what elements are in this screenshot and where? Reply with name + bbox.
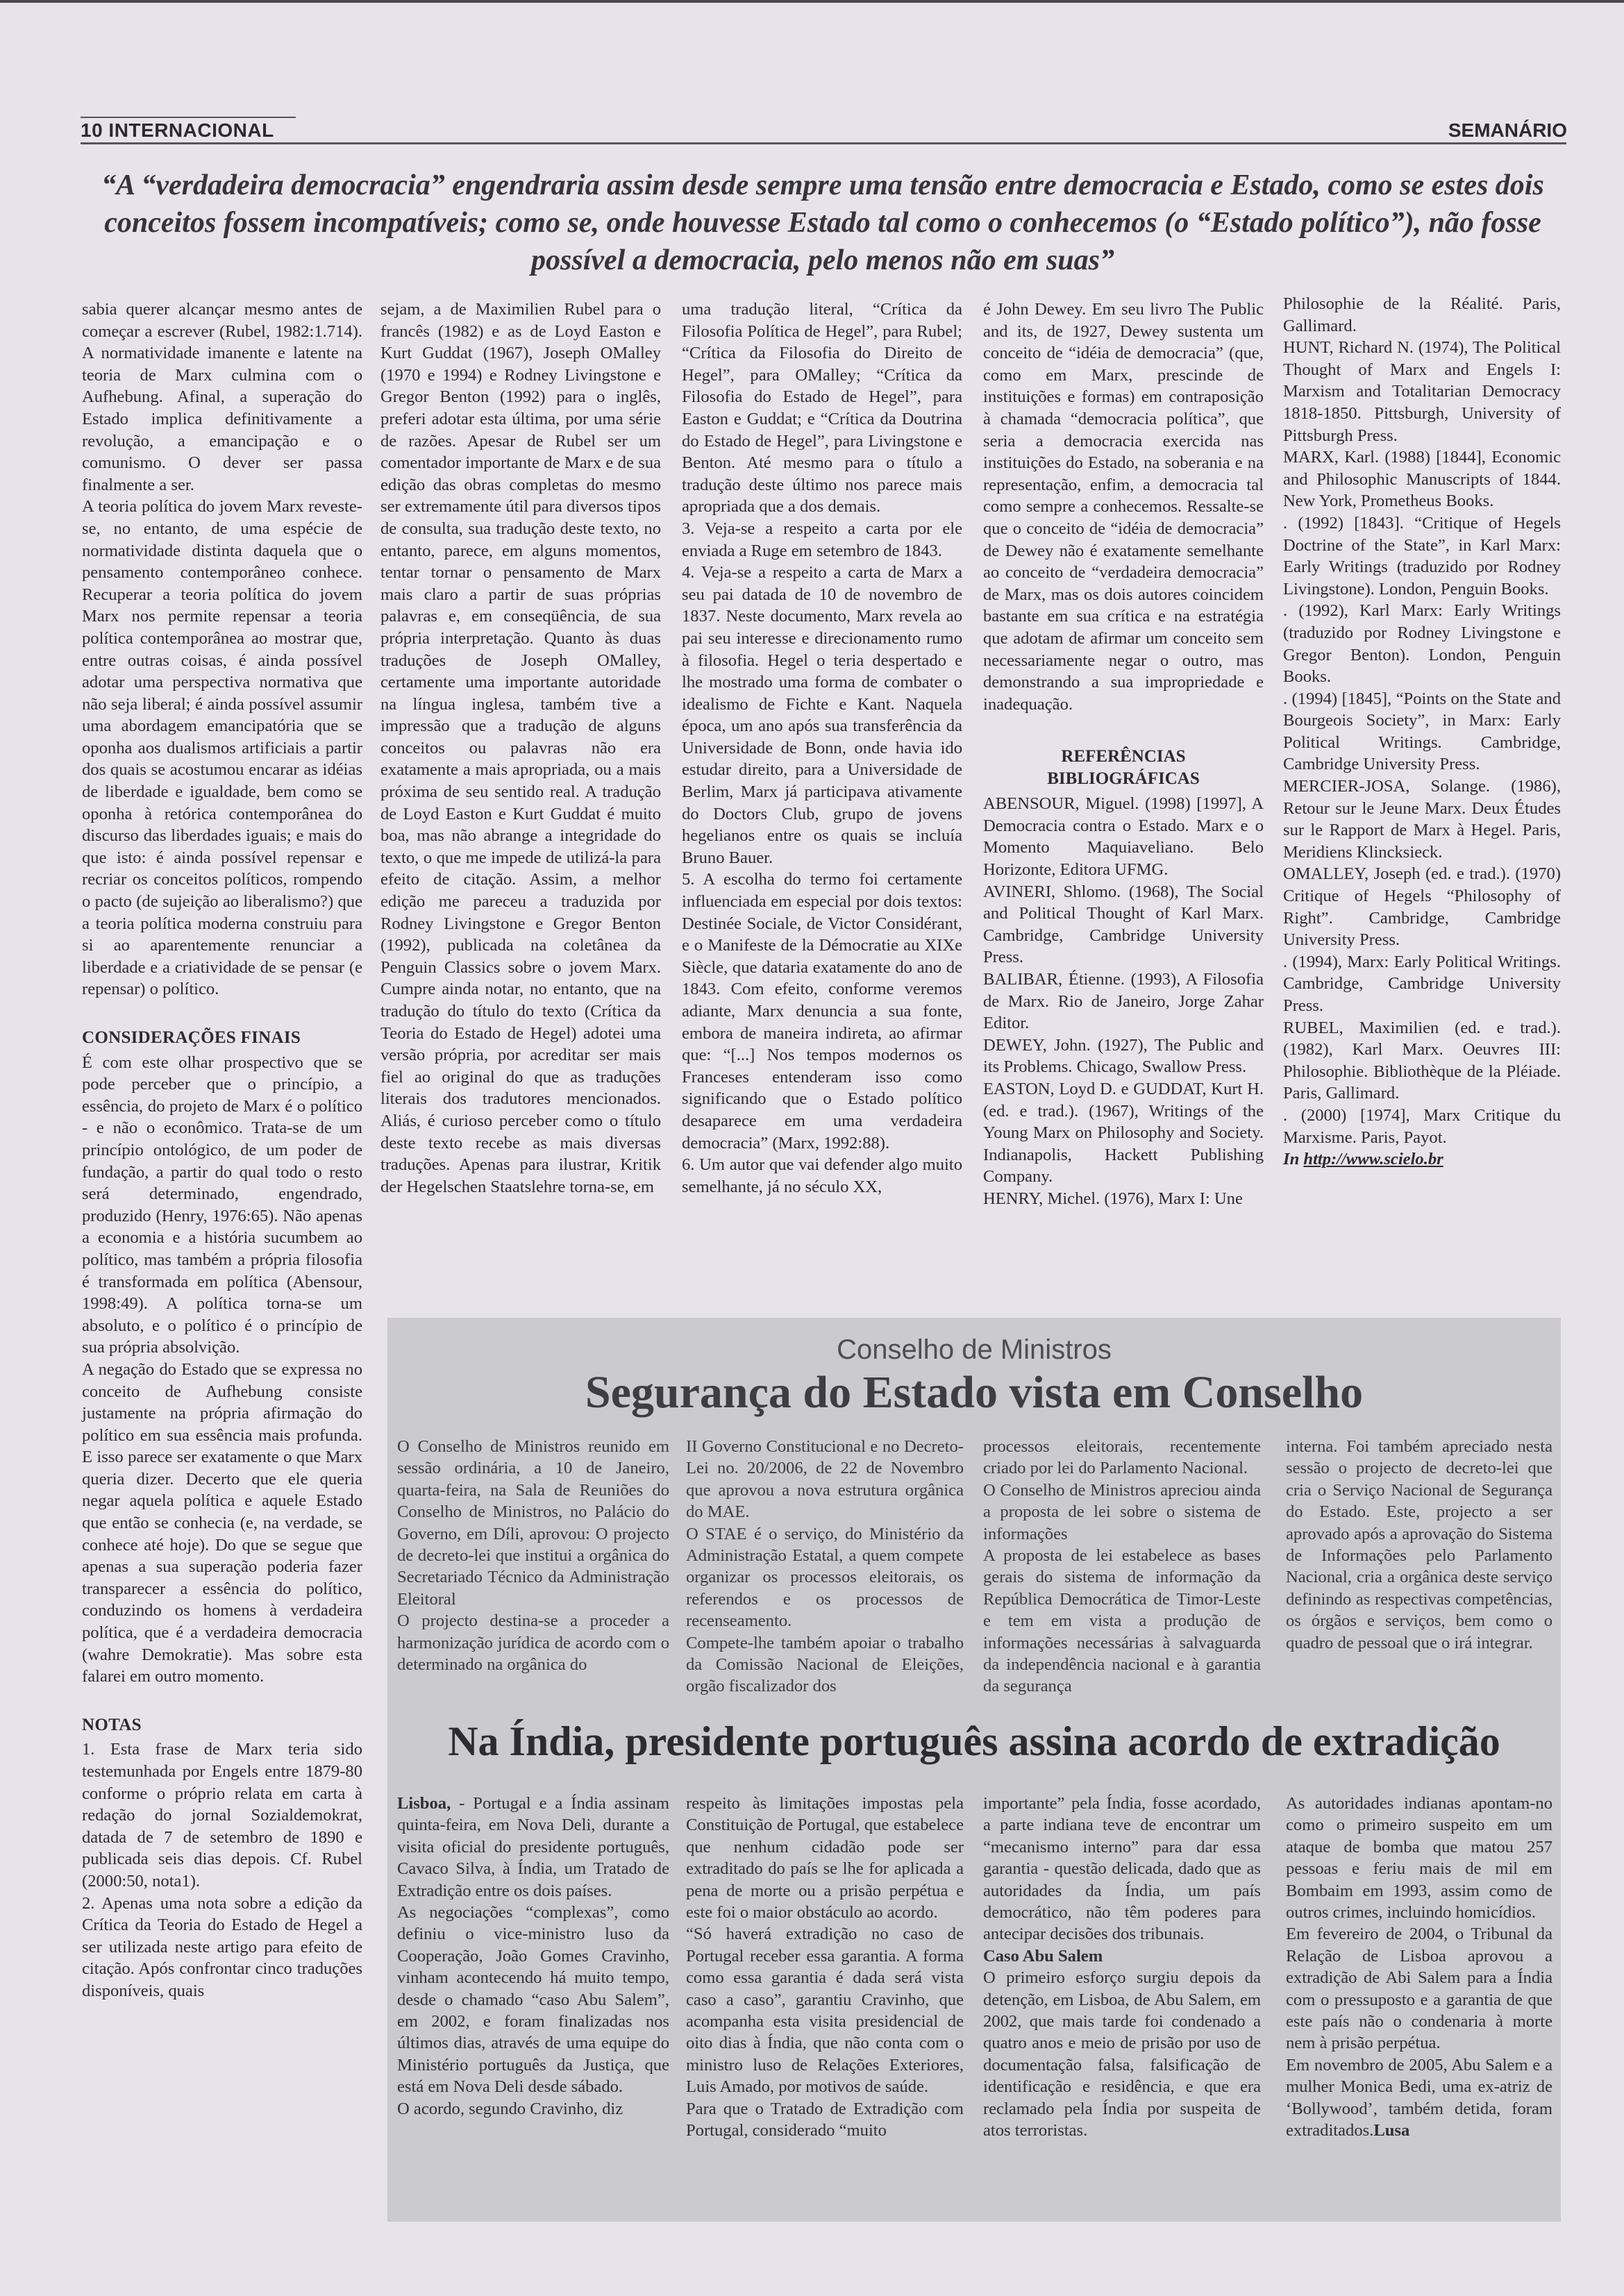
- reference-item: MERCIER-JOSA, Solange. (1986), Retour sur le Jeune Marx. Deux Études sur le Rapport de Marx à Hegel. Paris, Meridiens Klincksieck.: [1283, 777, 1561, 862]
- paragraph: [397, 1793, 669, 1902]
- paragraph: O Conselho de Ministros reunido em sessão ordinária, a 10 de Janeiro, quarta-feira, na Sala de Reuniões do Conselho de Ministros, no Palácio do Governo, em Díli, aprovou: O projecto de decreto-lei que institui a orgânica do Secretariado Técnico da Administração Eleitoral: [397, 1437, 669, 1609]
- source-link[interactable]: http://www.scielo.br: [1303, 1150, 1443, 1169]
- paragraph: respeito às limitações impostas pela Constituição de Portugal, que estabelece que nenhum cidadão pode ser extraditado do país se lhe for aplicada a pena de morte ou a prisão perpétua e este foi o maior obstáculo ao acordo.: [686, 1794, 964, 1922]
- reference-item: HENRY, Michel. (1976), Marx I: Une: [983, 1189, 1243, 1208]
- article-headline: Segurança do Estado vista em Conselho: [585, 1367, 1364, 1418]
- column-3: [682, 299, 962, 1198]
- paragraph: É com este olhar prospectivo que se pode perceber que o princípio, a essência, do projeto de Marx é o político - e não o econômico. Trata-se de um princípio ontológico, de um poder de fundação, a partir do qual todo o resto será determinado, engendrado, produzido (Henry, 1976:65). Não apenas a economia e a história sucumbem ao político, mas também a própria filosofia é transformada em política (Abensour, 1998:49). A política torna-se um absoluto, e o político é o princípio de sua própria absolvição.: [82, 1053, 362, 1357]
- note: 5. A escolha do termo foi certamente influenciada em especial por dois textos: Destinée Sociale, de Victor Considérant, e o Manifeste de la Démocratie au XIXe Siècle, que dataria exatamente do ano de 1843. Com efeito, conforme veremos adiante, Marx denuncia a sua fonte, embora de maneira indireta, ao afirmar que: “[...] Nos tempos modernos os Franceses entenderam isso como significando que o Estado político desaparece em uma verdadeira democracia” (Marx, 1992:88).: [682, 870, 962, 1153]
- article2-col-1: [397, 1793, 669, 2120]
- paragraph: sejam, a de Maximilien Rubel para o francês (1982) e as de Loyd Easton e Kurt Guddat (1967), Joseph OMalley (1970 e 1994) e Rodney Livingstone e Gregor Benton (1992) para o inglês, preferi adotar esta última, por uma série de razões. Apesar de Rubel ser um comentador importante de Marx e de sua edição das obras completas do mesmo ser extremamente útil para diversos tipos de consulta, sua tradução deste texto, no entanto, parece, em alguns momentos, tentar tornar o pensamento de Marx mais claro a partir de suas próprias palavras e, em conseqüência, de sua própria interpretação. Quanto às duas traduções de Joseph OMalley, certamente uma importante autoridade na língua inglesa, também tive a impressão que a tradução de alguns conceitos ou palavras não era exatamente a mais apropriada, ou a mais próxima de seu sentido real. A tradução de Loyd Easton e Kurt Guddat é muito boa, mas não abrange a integridade do texto, o que me impede de utilizá-la para efeito de citação. Assim, a melhor edição me pareceu a traduzida por Rodney Livingstone e Gregor Benton (1992), publicada na coletânea da Penguin Classics sobre o jovem Marx. Cumpre ainda notar, no entanto, que na tradução do título do texto (Crítica da Teoria do Estado de Hegel) adotei uma versão própria, por acreditar ser mais fiel ao original do que as traduções literais dos tradutores mencionados. Aliás, é curioso perceber como o título deste texto recebe as mais diversas traduções. Apenas para ilustrar, Kritik der Hegelschen Staatslehre torna-se, em: [380, 300, 661, 1196]
- article1-col-3: [983, 1436, 1261, 1698]
- reference-item: OMALLEY, Joseph (ed. e trad.). (1970) Critique of Hegels “Philosophy of Right”. Cambridge, Cambridge University Press.: [1283, 864, 1561, 950]
- reference-item: AVINERI, Shlomo. (1968), The Social and Political Thought of Karl Marx. Cambridge, Cambridge University Press.: [983, 882, 1264, 967]
- reference-item: HUNT, Richard N. (1974), The Political Thought of Marx and Engels I: Marxism and Totalitarian Democracy 1818-1850. Pittsburgh, University of Pittsburgh Press.: [1283, 338, 1561, 445]
- note: 6. Um autor que vai defender algo muito semelhante, já no século XX,: [682, 1155, 962, 1196]
- paragraph: interna. Foi também apreciado nesta sessão o projecto de decreto-lei que cria o Serviço Nacional de Segurança do Estado. Este, projecto a ser aprovado após a aprovação do Sistema de Informações pelo Parlamento Nacional, cria a orgânica deste serviço definindo as respectivas competências, os órgãos e serviços, bem como o quadro de pessoal que o irá integrar.: [1286, 1437, 1552, 1652]
- paragraph: A proposta de lei estabelece as bases gerais do sistema de informação da República Democrática de Timor-Leste e tem em vista a produção de informações necessárias à salvaguarda da independência nacional e à garantia da segurança: [983, 1546, 1261, 1696]
- reference-item: BALIBAR, Étienne. (1993), A Filosofia de Marx. Rio de Janeiro, Jorge Zahar Editor.: [983, 970, 1264, 1033]
- closing-text: Em novembro de 2005, Abu Salem e a mulher Monica Bedi, uma ex-atriz de ‘Bollywood’, também detida, foram extraditados.: [1286, 2055, 1552, 2140]
- article2-col-2: [686, 1793, 964, 2142]
- paragraph: [1286, 2054, 1552, 2142]
- reference-item: MARX, Karl. (1988) [1844], Economic and Philosophic Manuscripts of 1844. New York, Prometheus Books.: [1283, 448, 1561, 511]
- paragraph: O projecto destina-se a proceder a harmonização jurídica de acordo com o determinado na orgânica do: [397, 1611, 669, 1675]
- paragraph: Compete-lhe também apoiar o trabalho da Comissão Nacional de Eleições, orgão fiscalizador dos: [686, 1633, 964, 1696]
- section-heading: NOTAS: [82, 1715, 142, 1734]
- paragraph: As negociações “complexas”, como definiu o vice-ministro luso da Cooperação, João Gomes Cravinho, vinham acontecendo há muito tempo, desde o chamado “caso Abu Salem”, em 2002, e foram finalizadas nos últimos dias, através de uma equipe do Ministério português da Justiça, que está em Nova Deli desde sábado.: [397, 1903, 669, 2097]
- reference-item: . (1994), Marx: Early Political Writings. Cambridge, Cambridge University Press.: [1283, 952, 1561, 1015]
- paragraph: As autoridades indianas apontam-no como o primeiro suspeito em um ataque de bomba que matou 257 pessoas e feriu mais de mil em Bombaim em 1993, assim como de outros crimes, incluindo homicídios.: [1286, 1794, 1552, 1922]
- paper-name: SEMANÁRIO: [1448, 119, 1567, 141]
- paragraph: “Só haverá extradição no caso de Portugal receber essa garantia. A forma como essa garantia é dada será vista caso a caso”, garantiu Cravinho, que acompanha esta visita presidencial de oito dias à Índia, que não conta com o ministro luso de Relações Exteriores, Luis Amado, por motivos de saúde.: [686, 1925, 964, 2097]
- note: 2. Apenas uma nota sobre a edição da Crítica da Teoria do Estado de Hegel a ser utilizada neste artigo para efeito de citação. Após confrontar cinco traduções disponíveis, quais: [82, 1893, 362, 2000]
- paragraph: Para que o Tratado de Extradição com Portugal, considerado “muito: [686, 2099, 964, 2140]
- lead-text: - Portugal e a Índia assinam quinta-feira, em Nova Deli, durante a visita oficial do presidente português, Cavaco Silva, à Índia, um Tratado de Extradição entre os dois países.: [397, 1794, 669, 1900]
- column-5: [1283, 293, 1561, 1171]
- reference-item: EASTON, Loyd D. e GUDDAT, Kurt H. (ed. e trad.). (1967), Writings of the Young Marx on Philosophy and Society. Indianapolis, Hackett Publishing Company.: [983, 1080, 1264, 1187]
- note: 1. Esta frase de Marx teria sido testemunhada por Engels entre 1879-80 conforme o próprio relata em carta à redação do jornal Sozialdemokrat, datada de 7 de setembro de 1890 e publicada seis dias depois. Cf. Rubel (2000:50, nota1).: [82, 1740, 362, 1891]
- paragraph: sabia querer alcançar mesmo antes de começar a escrever (Rubel, 1982:1.714). A normatividade imanente e latente na teoria de Marx culmina com o Aufhebung. Afinal, a superação do Estado implica definitivamente a revolução, a emancipação e o comunismo. O dever ser passa finalmente a ser.: [82, 300, 362, 494]
- column-2: [380, 299, 661, 1198]
- column-4: [983, 299, 1264, 1210]
- reference-item: Philosophie de la Réalité. Paris, Gallimard.: [1283, 294, 1561, 335]
- paragraph: O acordo, segundo Cravinho, diz: [397, 2099, 623, 2118]
- header-rule: [81, 142, 1566, 144]
- paragraph: A teoria política do jovem Marx reveste-se, no entanto, de uma espécie de normatividade distinta daquela que o pensamento contemporâneo conhece. Recuperar a teoria política do jovem Marx nos permite repensar a teoria política contemporânea ao mostrar que, entre outras coisas, é ainda possível adotar uma perspectiva normativa que não seja liberal; é ainda possível assumir uma abordagem emancipatória que se oponha aos dualismos artificiais a partir dos quais se acostumou encarar as idéias de liberdade e igualdade, bem como se oponha à retórica contemporânea do discurso das liberdades iguais; e mais do que isto: é ainda possível repensar e recriar os conceitos políticos, rompendo o pacto (de sujeição ao liberalismo?) que a teoria política moderna construiu para si ao aparentemente renunciar a liberdade e a criatividade de se pensar (e repensar) o político.: [82, 497, 362, 999]
- pull-quote: “A “verdadeira democracia” engendraria assim desde sempre uma tensão entre democracia e Estado, como se estes dois conceitos fossem incompatíveis; como se, onde houvesse Estado tal como o conhecemos (o “Estado político”), não fosse possível a democracia, pelo menos não em suas”: [101, 169, 1544, 276]
- article2-col-4: [1286, 1793, 1552, 2142]
- paragraph: importante” pela Índia, fosse acordado, a parte indiana teve de encontrar um “mecanismo interno” para dar essa garantia - questão delicada, dado que as autoridades da Índia, um país democrático, não têm poderes para antecipar decisões dos tribunais.: [983, 1794, 1261, 1944]
- reference-item: . (1992), Karl Marx: Early Writings (traduzido por Rodney Livingstone e Gregor Benton). London, Penguin Books.: [1283, 601, 1561, 687]
- paragraph: O Conselho de Ministros apreciou ainda a proposta de lei sobre o sistema de informações: [983, 1480, 1261, 1543]
- paragraph: II Governo Constitucional e no Decreto-Lei no. 20/2006, de 22 de Novembro que aprovou a nova estrutura orgânica do MAE.: [686, 1437, 964, 1522]
- note: é John Dewey. Em seu livro The Public and its, de 1927, Dewey sustenta um conceito de “idéia de democracia” (que, como em Marx, prescinde de instituições e formas) em contraposição à chamada “democracia política”, que seria a democracia exercida nas instituições do Estado, na soberania e na representação, enfim, a democracia tal como sempre a conhecemos. Ressalte-se que o conceito de “idéia de democracia” de Dewey não é exatamente semelhante ao conceito de “verdadeira democracia” de Marx, mas os dois autores coincidem bastante em sua crítica e na estratégia que adotam de afirmar um conceito sem necessariamente negar o outro, mas demonstrando a sua impropriedade e inadequação.: [983, 300, 1264, 714]
- dateline: Lisboa,: [397, 1794, 460, 1813]
- paragraph: Em fevereiro de 2004, o Tribunal da Relação de Lisboa aprovou a extradição de Abi Salem para a Índia com o pressuposto e a garantia de que este país não o condenaria à morte nem à prisão perpétua.: [1286, 1925, 1552, 2053]
- article1-col-4: [1286, 1436, 1552, 1654]
- note: 4. Veja-se a respeito a carta de Marx a seu pai datada de 10 de novembro de 1837. Neste documento, Marx revela ao pai seu interesse e direcionamento rumo à filosofia. Hegel o teria despertado e lhe mostrado uma forma de combater o idealismo de Fichte e Kant. Naquela época, um ano após sua transferência da Universidade de Bonn, onde havia ido estudar direito, para a Universidade de Berlim, Marx já participava ativamente do Doctors Club, grupo de jovens hegelianos entre os quais se incluía Bruno Bauer.: [682, 563, 962, 867]
- references-heading: REFERÊNCIAS BIBLIOGRÁFICAS: [1047, 747, 1200, 789]
- column-1: [82, 299, 362, 2002]
- top-edge-line: [0, 0, 1624, 3]
- paragraph: processos eleitorais, recentemente criado por lei do Parlamento Nacional.: [983, 1437, 1261, 1478]
- reference-item: ABENSOUR, Miguel. (1998) [1997], A Democracia contra o Estado. Marx e o Momento Maquiaveliano. Belo Horizonte, Editora UFMG.: [983, 794, 1264, 880]
- article1-col-1: [397, 1436, 669, 1675]
- folio-rule: [81, 117, 296, 118]
- paragraph: O primeiro esforço surgiu depois da detenção, em Lisboa, de Abu Salem, em 2002, que mais tarde foi condenado a quatro anos e meio de prisão por uso de documentação falsa, falsificação de identificação e residência, e que era reclamado pela Índia por suspeita de atos terroristas.: [983, 1968, 1261, 2140]
- reference-item: . (1992) [1843]. “Critique of Hegels Doctrine of the State”, in Karl Marx: Early Writings (traduzido por Rodney Livingstone). London, Penguin Books.: [1283, 513, 1561, 598]
- article-headline: Na Índia, presidente português assina acordo de extradição: [448, 1718, 1500, 1764]
- reference-item: RUBEL, Maximilien (ed. e trad.). (1982), Karl Marx. Oeuvres III: Philosophie. Bibliothèque de la Pléiade. Paris, Gallimard.: [1283, 1018, 1561, 1103]
- note: 3. Veja-se a respeito a carta por ele enviada a Ruge em setembro de 1843.: [682, 519, 962, 560]
- source-line: [1283, 1148, 1561, 1171]
- agency-credit: Lusa: [1373, 2121, 1410, 2140]
- paragraph: O STAE é o serviço, do Ministério da Administração Estatal, a quem compete organizar os processos eleitorais, os referendos e os processos de recenseamento.: [686, 1524, 964, 1631]
- article1-col-2: [686, 1436, 964, 1698]
- subheading: Caso Abu Salem: [983, 1946, 1103, 1966]
- reference-item: DEWEY, John. (1927), The Public and its Problems. Chicago, Swallow Press.: [983, 1035, 1264, 1077]
- section-heading: CONSIDERAÇÕES FINAIS: [82, 1028, 301, 1047]
- article2-col-3: [983, 1793, 1261, 2142]
- reference-item: . (1994) [1845], “Points on the State and Bourgeois Society”, in Marx: Early Political Writings. Cambridge, Cambridge University Press.: [1283, 689, 1561, 774]
- reference-item: . (2000) [1974], Marx Critique du Marxisme. Paris, Payot.: [1283, 1105, 1561, 1147]
- section-folio: 10 INTERNACIONAL: [81, 119, 274, 141]
- source-prefix: In: [1283, 1150, 1304, 1169]
- article-kicker: Conselho de Ministros: [837, 1334, 1112, 1365]
- paragraph: A negação do Estado que se expressa no conceito de Aufhebung consiste justamente na própria afirmação do político em sua essência mais profunda. E isso parece ser exatamente o que Marx queria dizer. Decerto que ele queria negar aquela política e aquele Estado que então se conhecia (e, na verdade, se conhece até hoje). Do que se segue que apenas a sua superação poderia fazer transparecer a essência do político, conduzindo os homens à verdadeira política, que é a verdadeira democracia (wahre Demokratie). Mas sobre esta falarei em outro momento.: [82, 1359, 362, 1686]
- note: uma tradução literal, “Crítica da Filosofia Política de Hegel”, para Rubel; “Crítica da Filosofia do Direito de Hegel”, para OMalley; “Crítica da Filosofia do Estado de Hegel”, para Easton e Guddat; e “Crítica da Doutrina do Estado de Hegel”, para Livingstone e Benton. Até mesmo para o título a tradução deste último nos parece mais apropriada que a dos demais.: [682, 300, 962, 517]
